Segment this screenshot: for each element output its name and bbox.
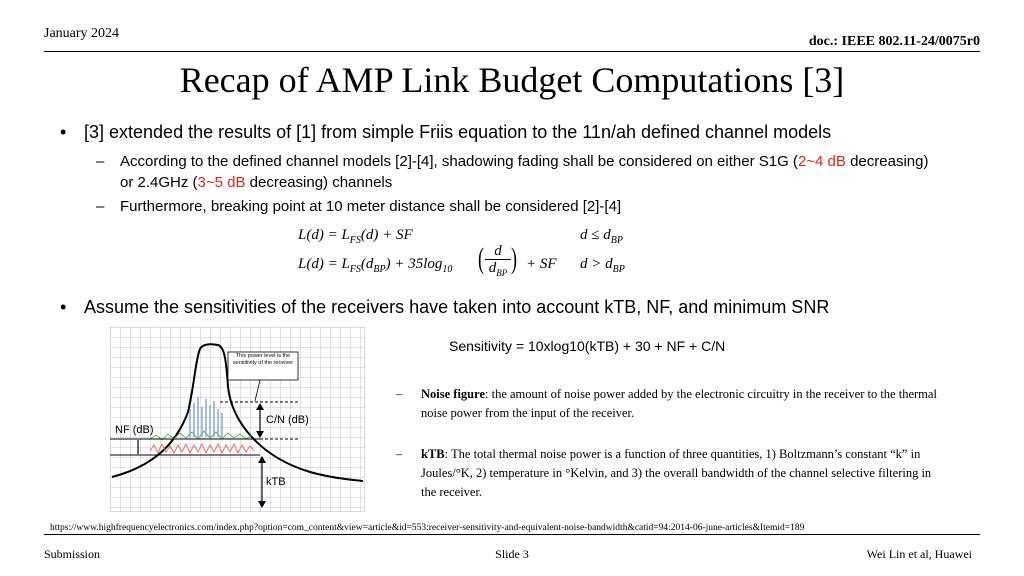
note-ktb-text [421, 445, 941, 502]
eq1-cond: d ≤ d [580, 227, 611, 243]
eq1-cond-sub: BP [610, 235, 623, 246]
callout-text: This power level is the sensitivity of the receiver [232, 353, 294, 366]
note-dash: – [396, 447, 403, 461]
sub1-red-value-2: 3~5 dB [197, 174, 246, 191]
eq2-paren-left: ( [478, 242, 484, 275]
sensitivity-formula: Sensitivity = 10xlog10(kTB) + 30 + NF + C/N [449, 338, 726, 354]
header-doc-id: doc.: IEEE 802.11-24/0075r0 [808, 34, 980, 49]
noise-figure-term: Noise figure [421, 387, 485, 401]
bullet-2-text: Assume the sensitivities of the receivers have taken into account kTB, NF, and minimum SNR [84, 297, 830, 317]
sub1-red-value-1: 2~4 dB [797, 153, 846, 170]
sub1-part3: decreasing) channels [245, 174, 393, 191]
eq2-frac-num: d [485, 243, 511, 260]
source-url[interactable]: https://www.highfrequencyelectronics.com/index.php?option=com_content&view=article&id=553:receiver-sensitivity-and-equivalent-noise-bandwidth&catid=94:2014-06-june-articles&Itemid=189 [50, 523, 805, 533]
spectrum-diagram [110, 327, 365, 512]
ktb-def: : The total thermal noise power is a function of three quantities, 1) Boltzmann’s constant “k” in Joules/°K, 2) temperature in °Kelvin, and 3) the overall bandwidth of the channel selective filtering in the receiver. [421, 447, 932, 499]
eq2-left: L(d) = L [298, 256, 350, 272]
eq2-sf: + SF [526, 256, 557, 272]
sub-bullet-1-text [120, 151, 940, 193]
eq2-paren-right: ) [511, 242, 517, 275]
bullet-1-text: [3] extended the results of [1] from simple Friis equation to the 11n/ah defined channel models [84, 122, 832, 142]
sub1-part1: According to the defined channel models [2]-[4], shadowing fading shall be considered on either S1G ( [120, 153, 798, 170]
sub-bullet-dash: – [96, 198, 105, 215]
eq1-left: L(d) = L [298, 227, 350, 243]
eq2-frac-den-sub: BP [496, 268, 508, 278]
note-noise-figure-text [421, 385, 941, 423]
bullet-dot: • [60, 297, 67, 317]
equation-1-condition [580, 227, 623, 246]
equation-2-condition [580, 256, 625, 275]
eq1-right: (d) + SF [360, 227, 413, 243]
eq2-cond-sub: BP [612, 264, 625, 275]
sub1-part2: decreasing) or 2.4GHz ( [120, 153, 929, 191]
header-date: January 2024 [44, 26, 120, 41]
eq2-mid: (d [360, 256, 374, 272]
bullet-dot: • [60, 122, 67, 142]
footer-submission: Submission [44, 547, 101, 561]
footer-slide-number: Slide 3 [495, 547, 529, 561]
header-divider [44, 51, 980, 52]
eq2-log: ) + 35log [385, 256, 443, 272]
eq2-sub: FS [349, 264, 361, 275]
note-dash: – [396, 387, 403, 401]
sub-bullet-dash: – [96, 153, 105, 170]
cn-label: C/N (dB) [266, 414, 309, 426]
eq2-fraction [485, 243, 511, 281]
equation-2 [298, 256, 452, 275]
eq2-log-sub: 10 [442, 264, 453, 275]
eq2-frac-den: d [488, 260, 497, 276]
receiver-sensitivity-figure [110, 327, 365, 512]
ktb-term: kTB [421, 447, 445, 461]
noise-figure-def: : the amount of noise power added by the electronic circuitry in the receiver to the thermal noise power from the input of the receiver. [421, 387, 937, 420]
eq2-mid-sub: BP [373, 264, 386, 275]
nf-label: NF (dB) [115, 424, 154, 436]
sub-bullet-2-text: Furthermore, breaking point at 10 meter distance shall be considered [2]-[4] [120, 198, 622, 215]
footer-authors: Wei Lin et al, Huawei [866, 547, 972, 561]
slide-title: Recap of AMP Link Budget Computations [3] [179, 60, 845, 100]
eq2-cond: d > d [580, 256, 613, 272]
equation-1 [298, 227, 413, 246]
eq1-sub: FS [349, 235, 361, 246]
ktb-label: kTB [266, 476, 286, 488]
footer-divider [44, 534, 980, 535]
